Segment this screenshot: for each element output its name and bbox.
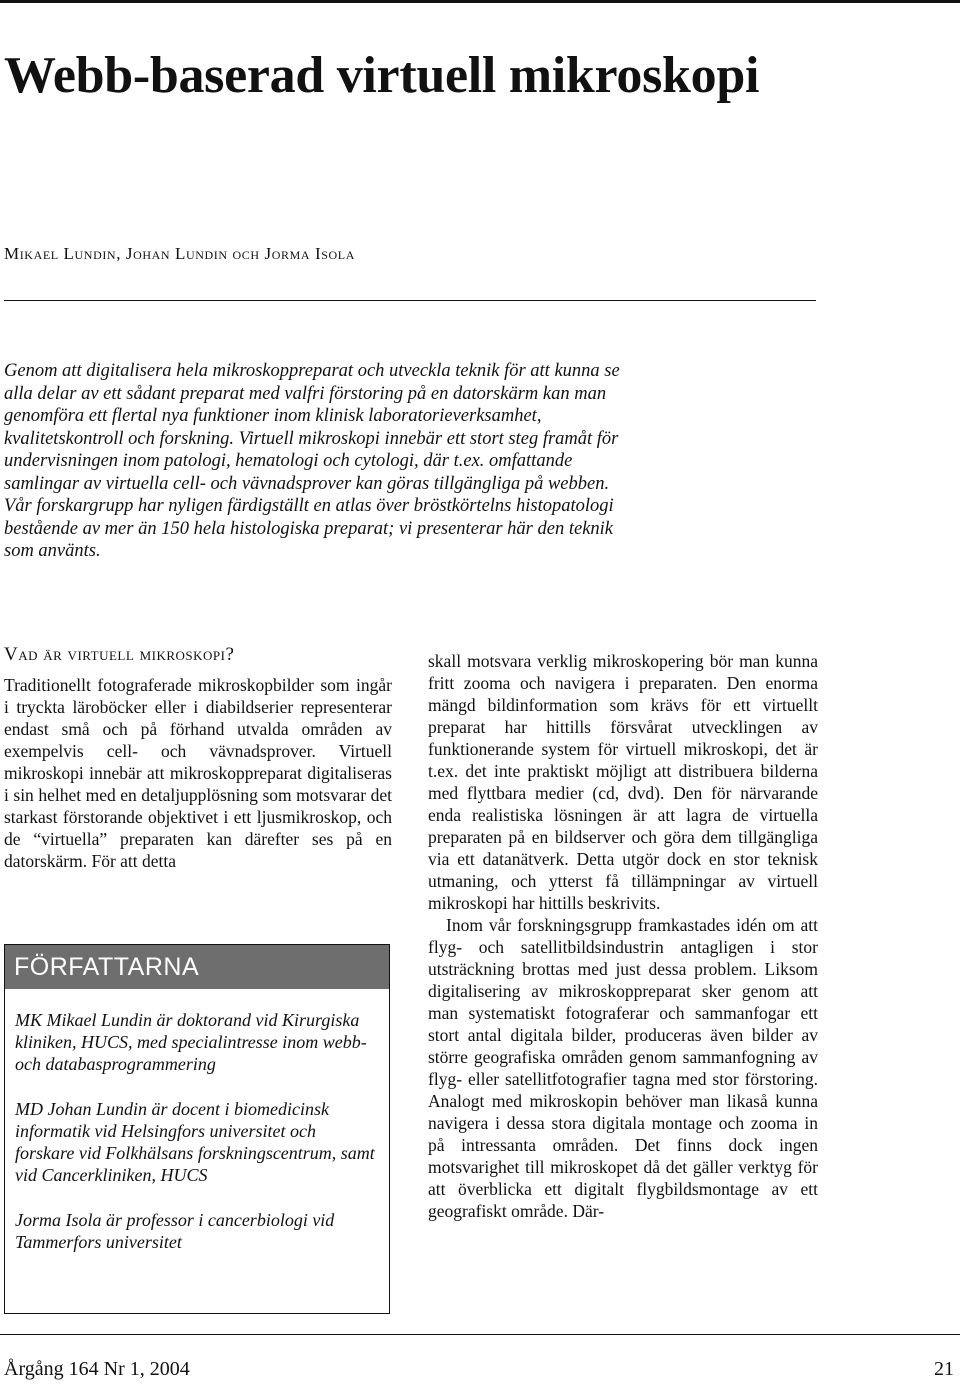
page-number: 21 [934, 1358, 954, 1380]
authors-box [4, 944, 390, 1314]
author-bio: MD Johan Lundin är docent i biomedicinsk informatik vid Helsingfors universitet och forskare vid Folkhälsans forskningscentrum, samt vid Cancerkliniken, HUCS [15, 1099, 375, 1185]
body-paragraph-left: Traditionellt fotograferade mikroskopbilder som ingår i tryckta läroböcker eller i diabildserier representerar endast små och på förhand utvalda områden av exempelvis cell- och vävnadsprover. Virtuell mikroskopi innebär att mikroskoppreparat digitaliseras i sin helhet med en detaljupplösning som motsvarar det starkast förstorande objektivet i ett ljusmikroskop, och de “virtuella” preparaten kan därefter ses på en datorskärm. För att detta [4, 675, 392, 871]
left-column [4, 644, 392, 872]
article-title: Webb-baserad virtuell mikroskopi [4, 47, 760, 104]
authors-box-heading: FÖRFATTARNA [5, 945, 389, 989]
section-heading: Vad är virtuell mikroskopi? [4, 644, 235, 665]
authors-box-entries [5, 989, 389, 1253]
abstract: Genom att digitalisera hela mikroskoppreparat och utveckla teknik för att kunna se alla delar av ett sådant preparat med valfri förstoring på en datorskärm kan man genomföra ett flertal nya funktioner inom klinisk laboratorieverksamhet, kvalitetskontroll och forskning. Virtuell mikroskopi innebär ett stort steg framåt för undervisningen inom patologi, hematologi och cytologi, där t.ex. omfattande samlingar av virtuella cell- och vävnadsprover kan göras tillgängliga på webben. Vår forskargrupp har nyligen färdigställt en atlas över bröstkörtelns histopatologi bestående av mer än 150 hela histologiska preparat; vi presenterar här den teknik som använts. [4, 361, 620, 561]
body-paragraph-right-1: skall motsvara verklig mikroskopering bör man kunna fritt zooma och navigera i preparaten. Den enorma mängd bildinformation som krävs för ett virtuellt preparat har hittills försvårat utvecklingen av funktionerande system för virtuell mikroskopi, det är t.ex. det inte praktiskt möjligt att distribuera bilderna med flyttbara medier (cd, dvd). Den för närvarande enda realistiska lösningen är att lagra de virtuella preparaten på en bildserver och göra dem tillgängliga via ett datanätverk. Detta utgör dock en stor teknisk utmaning, och ytterst få tillämpningar av virtuell mikroskopi har hittills beskrivits. [428, 651, 818, 913]
issue-info: Årgång 164 Nr 1, 2004 [4, 1358, 190, 1380]
author-bio: MK Mikael Lundin är doktorand vid Kirurgiska kliniken, HUCS, med specialintresse inom webb- och databasprogrammering [15, 1010, 367, 1074]
body-paragraph-right-2: Inom vår forskningsgrupp framkastades idén om att flyg- och satellitbildsindustrin antagligen i stor utsträckning brottas med just dessa problem. Liksom digitalisering av mikroskoppreparat sker genom att man systematiskt fotograferar och sammanfogar ett stort antal digitala bilder, produceras även bilder av större geografiska områden genom sammanfogning av flyg- eller satellitfotografier tagna med stor förstoring. Analogt med mikroskopin behöver man likaså kunna navigera i dessa stora digitala montage och zooma in på intressanta områden. Det finns dock ingen motsvarighet till mikroskopet då det gäller verktyg för att överblicka ett digitalt flygbildsmontage av ett geografiskt område. Där- [428, 915, 818, 1221]
author-line: Mikael Lundin, Johan Lundin och Jorma Isola [4, 244, 355, 263]
right-column [428, 650, 818, 1222]
author-divider [4, 300, 816, 301]
footer-rule [0, 1334, 960, 1335]
top-rule [0, 0, 960, 3]
author-bio: Jorma Isola är professor i cancerbiologi vid Tammerfors universitet [15, 1210, 335, 1252]
